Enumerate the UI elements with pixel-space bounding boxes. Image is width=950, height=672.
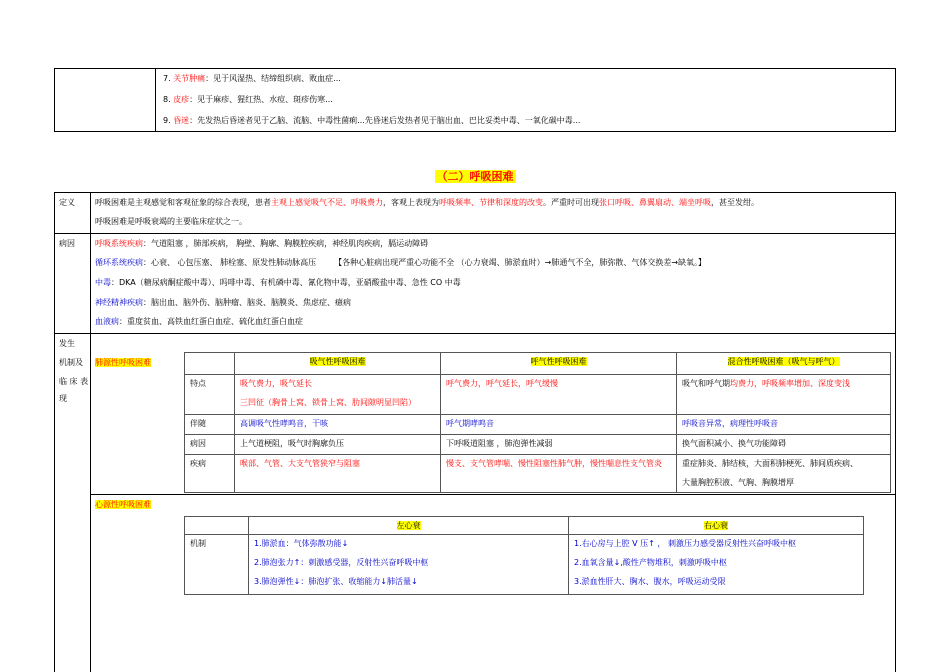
pulmonary-header-expiratory: 呼气性呼吸困难 bbox=[441, 353, 677, 375]
table-row bbox=[185, 415, 891, 435]
cardiac-header-blank bbox=[185, 517, 249, 535]
etiology-blood: 血液病：重度贫血、高铁血红蛋白血症、硫化血红蛋白血症 bbox=[95, 317, 303, 326]
row-label: 机制 bbox=[185, 535, 249, 595]
table-cell: 高调吸气性哮鸣音，干咳 bbox=[235, 415, 441, 435]
table-cell: 呼吸音异常，病理性呼吸音 bbox=[677, 415, 891, 435]
table-cell: 吸气费力，吸气延长 三凹征（胸骨上窝、锁骨上窝、肋间隙明显凹陷） bbox=[235, 375, 441, 415]
table-row bbox=[185, 435, 891, 455]
table-cell: 喉部、气管、大支气管狭窄与阻塞 bbox=[235, 455, 441, 493]
etiology-circulatory: 循环系统疾病：心衰、 心包压塞、 肺栓塞、原发性肺动脉高压 【各种心脏病出现严重心功能不全 （心力衰竭、肺淤血时）→肺通气不全，肺弥散、气体交换差→缺氧。】 bbox=[95, 258, 707, 267]
list-item: 9. 昏迷：先发热后昏迷者见于乙脑、流脑、中毒性菌痢...先昏迷后发热者见于脑出血、巴比妥类中毒、一氧化碳中毒... bbox=[163, 116, 581, 125]
mechanism-label-3: 临 床 表 bbox=[59, 377, 89, 386]
definition-note: 呼吸困难是呼吸衰竭的主要临床症状之一。 bbox=[95, 217, 247, 226]
row-divider bbox=[54, 233, 896, 234]
etiology-label: 病因 bbox=[59, 239, 75, 248]
cardiac-header-right: 右心衰 bbox=[569, 517, 864, 535]
pulmonary-header-blank bbox=[185, 353, 235, 375]
mechanism-label-2: 机制及 bbox=[59, 358, 83, 367]
row-label: 疾病 bbox=[185, 455, 235, 493]
cardiac-table bbox=[184, 516, 864, 595]
mechanism-label-4: 现 bbox=[59, 394, 67, 403]
table-cell: 下呼吸道阻塞 ，肺泡弹性减弱 bbox=[441, 435, 677, 455]
table-cell: 吸气和呼气期均费力，呼吸频率增加、深度变浅 bbox=[677, 375, 891, 415]
pulmonary-header-mixed: 混合性呼吸困难（吸气与呼气） bbox=[677, 353, 891, 375]
row-divider bbox=[90, 494, 896, 495]
pulmonary-header-inspiratory: 吸气性呼吸困难 bbox=[235, 353, 441, 375]
list-item: 7. 关节肿痛：见于风湿热、结缔组织病、败血症... bbox=[163, 74, 341, 83]
section-title: （二）呼吸困难 bbox=[436, 170, 514, 183]
pulmonary-table bbox=[184, 352, 891, 493]
table-cell: 换气面积减小、换气功能障碍 bbox=[677, 435, 891, 455]
row-label: 特点 bbox=[185, 375, 235, 415]
etiology-respiratory: 呼吸系统疾病：气道阻塞 ，肺部疾病， 胸壁、胸廓、胸膜腔疾病，神经肌肉疾病，膈运动障碍 bbox=[95, 239, 429, 248]
pulmonary-title: 肺源性呼吸困难 bbox=[95, 358, 151, 367]
table-cell: 上气道梗阻，吸气时胸廓负压 bbox=[235, 435, 441, 455]
cardiac-title: 心源性呼吸困难 bbox=[95, 500, 151, 509]
main-table-divider bbox=[90, 192, 91, 672]
table-cell: 重症肺炎、肺结核，大面积肺梗死、肺间质疾病、 大量胸腔积液、气胸、胸膜增厚 bbox=[677, 455, 891, 493]
list-item: 8. 皮疹：见于麻疹、猩红热、水痘、斑疹伤寒... bbox=[163, 95, 333, 104]
table-cell: 呼气期哮鸣音 bbox=[441, 415, 677, 435]
definition-label: 定义 bbox=[59, 198, 75, 207]
mechanism-label-1: 发生 bbox=[59, 339, 75, 348]
top-table-divider bbox=[155, 68, 156, 132]
cardiac-header-left: 左心衰 bbox=[249, 517, 569, 535]
table-cell: 呼气费力，呼气延长，呼气缓慢 bbox=[441, 375, 677, 415]
table-row bbox=[185, 535, 864, 595]
table-cell: 慢支、支气管哮喘、慢性阻塞性肺气肿，慢性喘息性支气管炎 bbox=[441, 455, 677, 493]
definition-text: 呼吸困难是主观感觉和客观征象的综合表现，患者主观上感觉吸气不足、呼吸费力，客观上表现为呼吸频率、节律和深度的改变。严重时可出现张口呼吸、鼻翼扇动、端坐呼吸，甚至发绀。 bbox=[95, 198, 759, 207]
etiology-neuro: 神经精神疾病：脑出血、脑外伤、脑肿瘤、脑炎、脑膜炎、焦虑症、癔病 bbox=[95, 298, 351, 307]
table-cell: 1.右心房与上腔 V 压↑ ， 刺激压力感受器反射性兴奋呼吸中枢 2.血氧含量↓,酸性产物堆积，刺激呼吸中枢 3.淤血性肝大、胸水、腹水，呼吸运动受限 bbox=[569, 535, 864, 595]
table-row bbox=[185, 455, 891, 493]
row-label: 伴随 bbox=[185, 415, 235, 435]
row-label: 病因 bbox=[185, 435, 235, 455]
table-row bbox=[185, 375, 891, 415]
etiology-toxic: 中毒：DKA（糖尿病酮症酸中毒）、吗啡中毒、有机磷中毒、氰化物中毒，亚硝酸盐中毒、急性 CO 中毒 bbox=[95, 278, 461, 287]
table-cell: 1.肺淤血：气体弥散功能↓ 2.肺泡张力↑：刺激感受器，反射性兴奋呼吸中枢 3.肺泡弹性↓：肺泡扩张、收缩能力↓肺活量↓ bbox=[249, 535, 569, 595]
row-divider bbox=[54, 333, 896, 334]
